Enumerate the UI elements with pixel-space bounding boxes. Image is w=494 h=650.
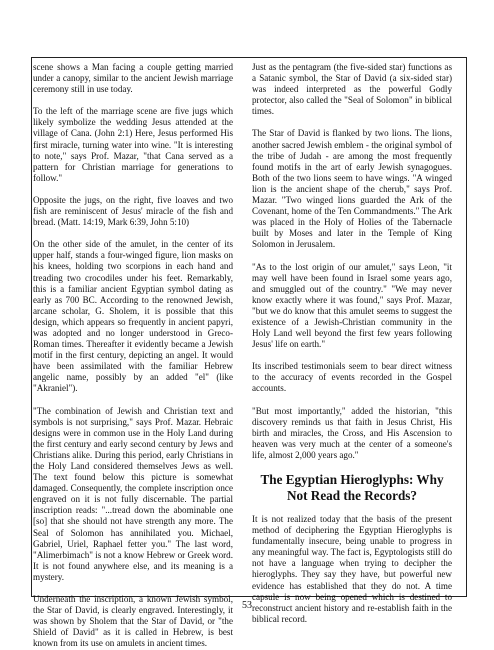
left-column bbox=[33, 62, 233, 650]
paragraph: "But most importantly," added the historian, "this discovery reminds us that faith in Jesus Christ, His birth and miracles, the Cross, and His Ascension to heaven was very much at the center of a someone's life, almost 2,000 years ago." bbox=[252, 405, 452, 460]
paragraph: Opposite the jugs, on the right, five loaves and two fish are reminiscent of Jesus' miracle of the fish and bread. (Matt. 14:19, Mark 6:39, John 5:10) bbox=[33, 194, 233, 228]
paragraph: It is not realized today that the basis of the present method of deciphering the Egyptian Hieroglyphs is fundamentally insecure, being unable to progress in any meaningful way. The fact is, Egyptologists still do not have a language when trying to decipher the hieroglyphs. They say they have, but powerful new evidence has established that they do not. A time capsule is now being opened which is destined to reconstruct ancient history and re-establish faith in the biblical record. bbox=[252, 514, 452, 624]
paragraph: Just as the pentagram (the five-sided star) functions as a Satanic symbol, the Star of David (a six-sided star) was indeed interpreted as the powerful Godly protector, also called the "Seal of Solomon" in biblical times. bbox=[252, 62, 452, 117]
paragraph: scene shows a Man facing a couple getting married under a canopy, similar to the ancient Jewish marriage ceremony still in use today. bbox=[33, 62, 233, 95]
right-column bbox=[252, 62, 452, 625]
paragraph: Its inscribed testimonials seem to bear direct witness to the accuracy of events recorded in the Gospel accounts. bbox=[252, 361, 452, 394]
paragraph: The Star of David is flanked by two lions. The lions, another sacred Jewish emblem - the original symbol of the tribe of Judah - are among the most frequently found motifs in the art of early Jewish synagogues. Both of the two lions seem to have wings. "A winged lion is the ancient shape of the cherub," says Prof. Mazar. "Two winged lions guarded the Ark of the Covenant, home of the Ten Commandments." The Ark was placed in the Holy of Holies of the Tabernacle built by Moses and later in the Temple of King Solomon in Jerusalem. bbox=[252, 128, 452, 250]
section-heading: The Egyptian Hieroglyphs: Why Not Read the Records? bbox=[260, 472, 444, 503]
paragraph: "The combination of Jewish and Christian text and symbols is not surprising," says Prof. Mazar. Hebraic designs were in common use in the Holy Land during the first century and early second century by Jews and Christians alike. During this period, early Christians in the Holy Land considered themselves Jews as well. The text found below this picture is somewhat damaged. Consequently, the complete inscription once engraved on it is not fully discernable. The partial inscription reads: "...tread down the abominable one [so] that she should not have strength any more. The Seal of Solomon has annihilated you. Michael, Gabriel, Uriel, Raphael fetter you." The last word, "Alimerbimach" is not a know Hebrew or Greek word. It is not found anywhere else, and its meaning is a mystery. bbox=[33, 405, 233, 582]
page-number: 53 bbox=[242, 600, 252, 611]
paragraph: "As to the lost origin of our amulet," says Leon, "it may well have been found in Israel some years ago, and smuggled out of the country." "We may never know exactly where it was found," says Prof. Mazar, "but we do know that this amulet seems to suggest the existence of a Jewish-Christian community in the Holy Land well beyond the first few years following Jesus' life on earth." bbox=[252, 261, 452, 350]
paragraph: To the left of the marriage scene are five jugs which likely symbolize the wedding Jesus attended at the village of Cana. (John 2:1) Here, Jesus performed His first miracle, turning water into wine. "It is interesting to note," says Prof. Mazar, "that Cana served as a pattern for Christian marriage for generations to follow." bbox=[33, 106, 233, 183]
paragraph: On the other side of the amulet, in the center of its upper half, stands a four-winged figure, lion masks on his knees, holding two scorpions in each hand and treading two crocodiles under his feet. Remarkably, this is a familiar ancient Egyptian symbol dating as early as 700 BC. According to the renowned Jewish, arcane scholar, G. Sholem, it is possible that this design, which appears so frequently in ancient papyri, was adopted and no longer understood in Greco-Roman times. Thereafter it evidently became a Jewish motif in the first century, depicting an angel. It would have been assimilated with the familiar Hebrew angelic name, possibly by an added "el" (like "Akraniel"). bbox=[33, 239, 233, 394]
paragraph: Underneath the inscription, a known Jewish symbol, the Star of David, is clearly engraved. Interestingly, it was shown by Sholem that the Star of David, or "the Shield of David" as it is called in Hebrew, is best known from its use on amulets in ancient times. bbox=[33, 594, 233, 649]
